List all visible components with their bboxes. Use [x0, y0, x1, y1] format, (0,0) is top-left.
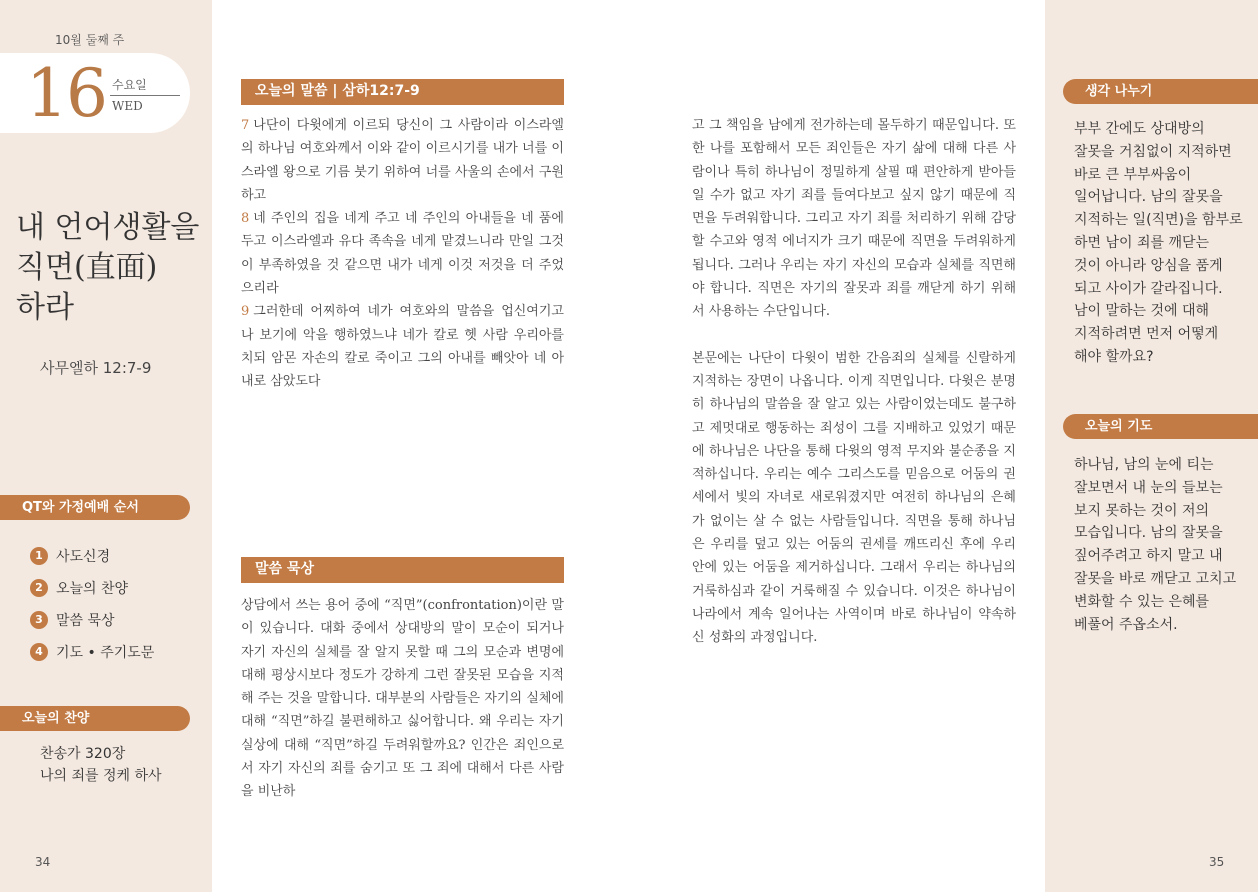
- verse-number: 9: [241, 304, 250, 320]
- title-line: 하라: [16, 290, 74, 325]
- prayer-line: 짚어주려고 하지 말고 내: [1074, 548, 1223, 565]
- verse: [241, 300, 564, 393]
- page-title: [16, 208, 211, 328]
- weekday-english: WED: [112, 99, 143, 113]
- hymn-title: 나의 죄를 정케 하사: [40, 768, 162, 784]
- share-line: 지적하는 일(직면)을 함부로: [1074, 212, 1243, 229]
- share-line: 잘못을 거침없이 지적하면: [1074, 143, 1232, 160]
- verse-text: 나단이 다윗에게 이르되 당신이 그 사람이라 이스라엘의 하나님 여호와께서 이와 같이 이르시기를 내가 너를 이스라엘 왕으로 기름 붓기 위하여 너를 사울의 손에서 구원하고: [241, 118, 564, 203]
- order-item-label: 기도 • 주기도문: [56, 645, 155, 661]
- scripture-reference: 사무엘하 12:7-9: [40, 359, 152, 377]
- day-number: 16: [26, 55, 106, 132]
- meditation-paragraph: 본문에는 나단이 다윗이 범한 간음죄의 실체를 신랄하게 지적하는 장면이 나옵니다. 이게 직면입니다. 다윗은 분명히 하나님의 말씀을 잘 알고 있는 사람이었는데도 불구하고 제멋대로 행동하는 죄성이 그를 지배하고 있었기 때문에 하나님은 나단을 통해 다윗의 영적 무지와 불순종을 지적하십니다. 우리는 예수 그리스도를 믿음으로 어둠의 권세에서 빛의 자녀로 새로워졌지만 여전히 하나님의 은혜가 없이는 살 수 없는 사람들입니다. 직면을 통해 하나님은 우리를 덮고 있는 어둠의 권세를 깨뜨리신 후에 우리 안에 있는 어둠을 제거하십니다. 그래서 우리는 하나님의 거룩하심과 같이 거룩해질 수 있습니다. 이것은 하나님이 나라에서 계속 일어나는 사역이며 바로 하나님이 약속하신 성화의 과정입니다.: [692, 350, 1016, 646]
- number-badge: 3: [30, 611, 48, 629]
- order-item-label: 오늘의 찬양: [56, 581, 129, 597]
- prayer-line: 잘보면서 내 눈의 들보는: [1074, 479, 1223, 496]
- order-item: [30, 604, 154, 636]
- order-item: [30, 572, 154, 604]
- order-item: [30, 636, 154, 668]
- title-line: 직면(直面): [16, 250, 158, 285]
- prayer-line: 보지 못하는 것이 저의: [1074, 502, 1210, 519]
- verse-number: 8: [241, 211, 250, 227]
- prayer-header: 오늘의 기도: [1063, 414, 1258, 439]
- meditation-paragraph: 고 그 책임을 남에게 전가하는데 몰두하기 때문입니다. 또한 나를 포함해서 모든 죄인들은 자기 삶에 대해 다른 사람이나 특히 하나님이 정밀하게 살필 때 편안하게 받아들일 수가 없고 자기 죄를 들여다보고 싶지 않기 때문에 직면을 두려워합니다. 그리고 자기 죄를 처리하기 위해 감당할 수고와 영적 에너지가 크기 때문에 직면을 두려워하게 됩니다. 그러나 우리는 자기 자신의 모습과 실체를 직면해야 합니다. 직면은 자기의 잘못과 죄를 깨닫게 하기 위해서 사용하는 수단입니다.: [692, 118, 1016, 320]
- prayer-line: 변화할 수 있는 은혜를: [1074, 593, 1210, 610]
- share-line: 되고 사이가 갈라집니다.: [1074, 280, 1223, 297]
- number-badge: 4: [30, 643, 48, 661]
- share-line: 하면 남이 죄를 깨닫는: [1074, 234, 1210, 251]
- page-number-right: 35: [1209, 855, 1225, 869]
- order-list: [30, 540, 154, 668]
- prayer-line: 모습입니다. 남의 잘못을: [1074, 525, 1223, 542]
- order-item-label: 말씀 묵상: [56, 613, 115, 629]
- meditation-paragraph: 상담에서 쓰는 용어 중에 “직면”(confrontation)이란 말이 있습니다. 대화 중에서 상대방의 말이 모순이 되거나 자기 자신의 실체를 잘 알지 못할 때 그의 모순과 변명에 대해 평상시보다 정도가 강하게 그런 잘못된 모습을 지적해 주는 것을 말합니다. 대부분의 사람들은 자기의 실체에 대해 “직면”하길 불편해하고 싫어합니다. 왜 우리는 자기 실상에 대해 “직면”하길 두려워할까요? 인간은 죄인으로서 자기 자신의 죄를 숨기고 또 그 죄에 대해서 다른 사람을 비난하: [241, 598, 564, 800]
- share-line: 남이 말하는 것에 대해: [1074, 303, 1210, 320]
- verse-text: 그러한데 어찌하여 네가 여호와의 말씀을 업신여기고 나 보기에 악을 행하였느냐 네가 칼로 헷 사람 우리아를 치되 암몬 자손의 칼로 죽이고 그의 아내를 빼앗아 네 아내로 삼았도다: [241, 304, 564, 390]
- share-line: 것이 아니라 앙심을 품게: [1074, 257, 1223, 274]
- share-line: 해야 할까요?: [1074, 348, 1154, 365]
- verse-text: 네 주인의 집을 네게 주고 네 주인의 아내들을 네 품에 두고 이스라엘과 유다 족속을 네게 맡겼느니라 만일 그것이 부족하였을 것 같으면 내가 네게 이것 저것을 더 주었으리라: [241, 211, 564, 297]
- order-item-label: 사도신경: [56, 549, 111, 565]
- meditation-header: 말씀 묵상: [241, 557, 564, 582]
- meditation-column-1: [241, 594, 564, 804]
- verse: [241, 114, 564, 207]
- order-header: QT와 가정예배 순서: [0, 495, 190, 520]
- number-badge: 1: [30, 547, 48, 565]
- share-line: 바로 큰 부부싸움이: [1074, 166, 1192, 183]
- share-text: [1074, 118, 1244, 369]
- hymn-info: [40, 743, 162, 787]
- weekday-divider: [110, 95, 180, 96]
- order-item: [30, 540, 154, 572]
- word-header-rule: [241, 104, 564, 105]
- week-label: 10월 둘째 주: [55, 33, 125, 47]
- prayer-line: 하나님, 남의 눈에 티는: [1074, 457, 1214, 473]
- prayer-line: 잘못을 바로 깨닫고 고치고: [1074, 570, 1237, 587]
- weekday-korean: 수요일: [112, 78, 147, 92]
- number-badge: 2: [30, 579, 48, 597]
- prayer-line: 베풀어 주옵소서.: [1074, 616, 1178, 633]
- page-number-left: 34: [35, 855, 51, 869]
- share-line: 지적하려면 먼저 어떻게: [1074, 326, 1219, 343]
- meditation-column-2: [692, 114, 1016, 650]
- verse-number: 7: [241, 118, 250, 133]
- meditation-header-rule: [241, 582, 564, 583]
- share-header: 생각 나누기: [1063, 79, 1258, 104]
- title-line: 내 언어생활을: [16, 210, 200, 245]
- scripture-text: [241, 114, 564, 394]
- hymn-number: 찬송가 320장: [40, 746, 126, 762]
- share-line: 부부 간에도 상대방의: [1074, 121, 1205, 137]
- verse: [241, 207, 564, 300]
- share-line: 일어납니다. 남의 잘못을: [1074, 189, 1223, 206]
- word-header: 오늘의 말씀 | 삼하12:7-9: [241, 79, 564, 104]
- hymn-header: 오늘의 찬양: [0, 706, 190, 731]
- prayer-text: [1074, 454, 1244, 636]
